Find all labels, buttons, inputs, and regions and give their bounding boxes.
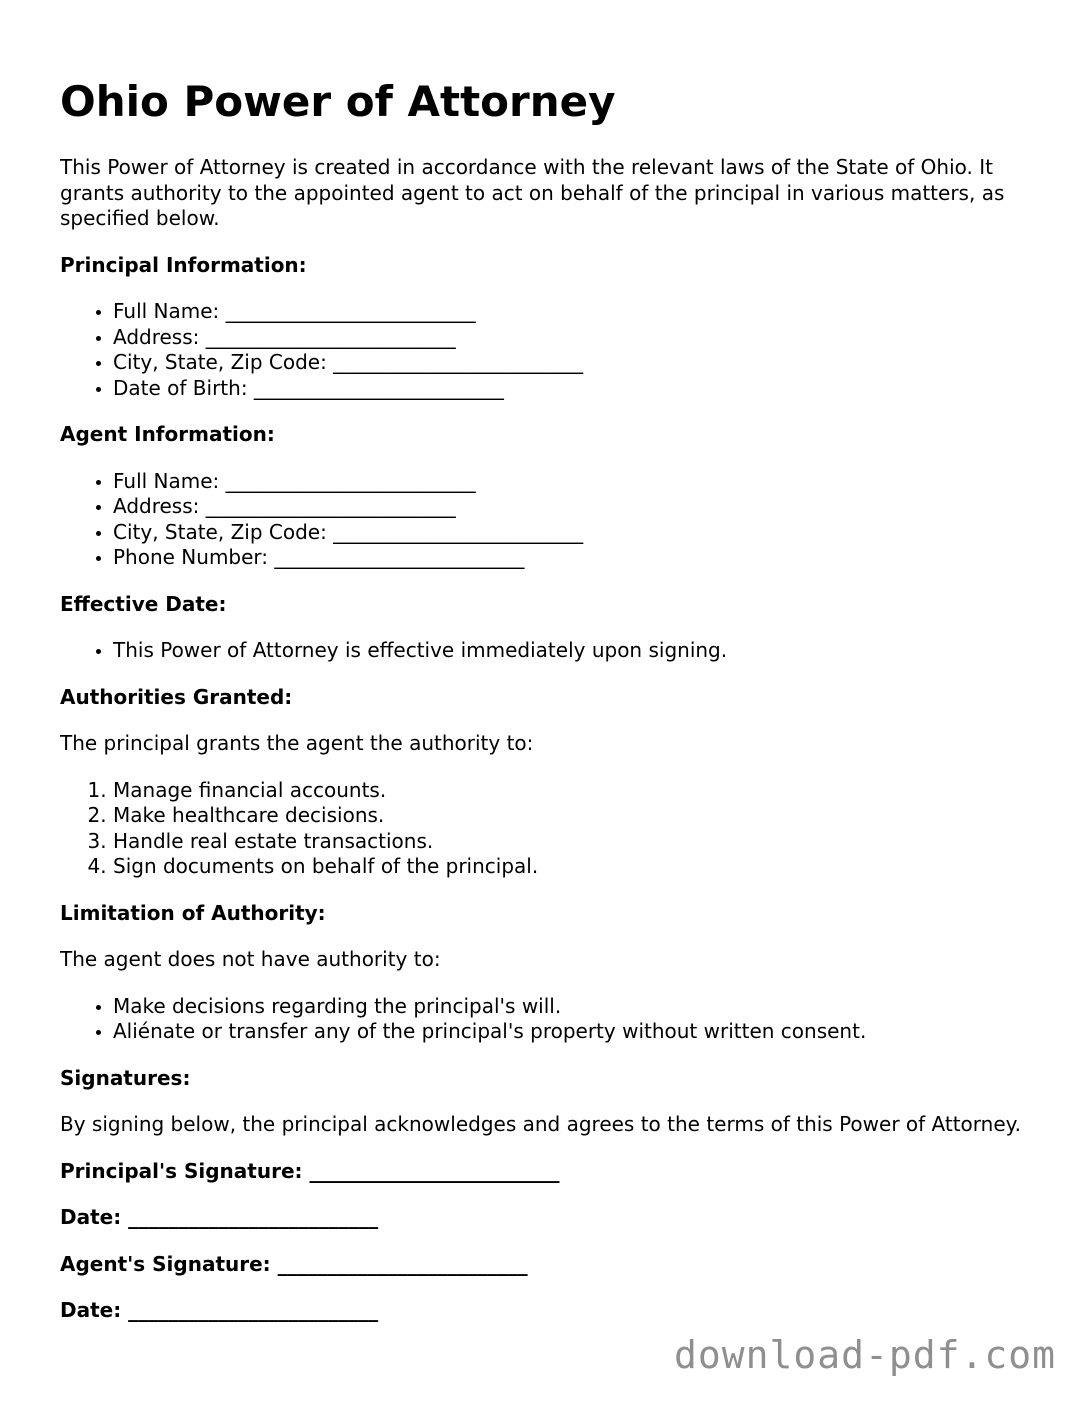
document-title: Ohio Power of Attorney — [60, 77, 616, 126]
agent-info-heading: Agent Information: — [60, 422, 275, 446]
limitation-intro: The agent does not have authority to: — [60, 947, 441, 971]
authority-item: 3. Handle real estate transactions. — [113, 829, 1040, 855]
signatures-heading: Signatures: — [60, 1065, 191, 1090]
effective-date-item: • This Power of Attorney is effective immediately upon signing. — [113, 638, 1040, 664]
principal-date-line: Date: _________________________ — [60, 1205, 379, 1229]
principal-address: • Address: _________________________ — [113, 325, 1040, 351]
authority-item: 1. Manage financial accounts. — [113, 778, 1040, 804]
limitation-list — [60, 994, 1040, 1045]
principal-info-list — [60, 299, 1040, 401]
principal-full-name: • Full Name: _________________________ — [113, 299, 1040, 325]
authority-item: 2. Make healthcare decisions. — [113, 803, 1040, 829]
authorities-intro: The principal grants the agent the authority to: — [60, 731, 534, 755]
limitation-item: • Aliénate or transfer any of the principal's property without written consent. — [113, 1019, 1040, 1045]
agent-address: • Address: _________________________ — [113, 494, 1040, 520]
agent-city-state-zip: • City, State, Zip Code: _________________________ — [113, 520, 1040, 546]
agent-phone-number: • Phone Number: _________________________ — [113, 545, 1040, 571]
authorities-list — [60, 778, 1040, 880]
principal-city-state-zip: • City, State, Zip Code: _________________________ — [113, 350, 1040, 376]
effective-date-heading: Effective Date: — [60, 591, 227, 616]
limitation-heading: Limitation of Authority: — [60, 900, 326, 925]
principal-signature-line: Principal's Signature: _________________________ — [60, 1158, 560, 1183]
authority-item: 4. Sign documents on behalf of the principal. — [113, 854, 1040, 880]
agent-signature-line: Agent's Signature: _________________________ — [60, 1251, 528, 1276]
authorities-heading: Authorities Granted: — [60, 684, 293, 709]
effective-date-list — [60, 638, 1040, 664]
agent-full-name: • Full Name: _________________________ — [113, 469, 1040, 495]
document-page — [60, 74, 1040, 1345]
agent-info-list — [60, 469, 1040, 571]
limitation-item: • Make decisions regarding the principal's will. — [113, 994, 1040, 1020]
principal-info-heading: Principal Information: — [60, 252, 307, 277]
watermark: download-pdf.com — [673, 1333, 1056, 1377]
intro-paragraph: This Power of Attorney is created in accordance with the relevant laws of the State of Ohio. It grants authority to the appointed agent to act on behalf of the principal in various matters, as specified below. — [60, 155, 1005, 230]
principal-date-of-birth: • Date of Birth: _________________________ — [113, 376, 1040, 402]
agent-date-line: Date: _________________________ — [60, 1298, 379, 1322]
signatures-intro: By signing below, the principal acknowledges and agrees to the terms of this Power of Attorney. — [60, 1112, 1021, 1136]
